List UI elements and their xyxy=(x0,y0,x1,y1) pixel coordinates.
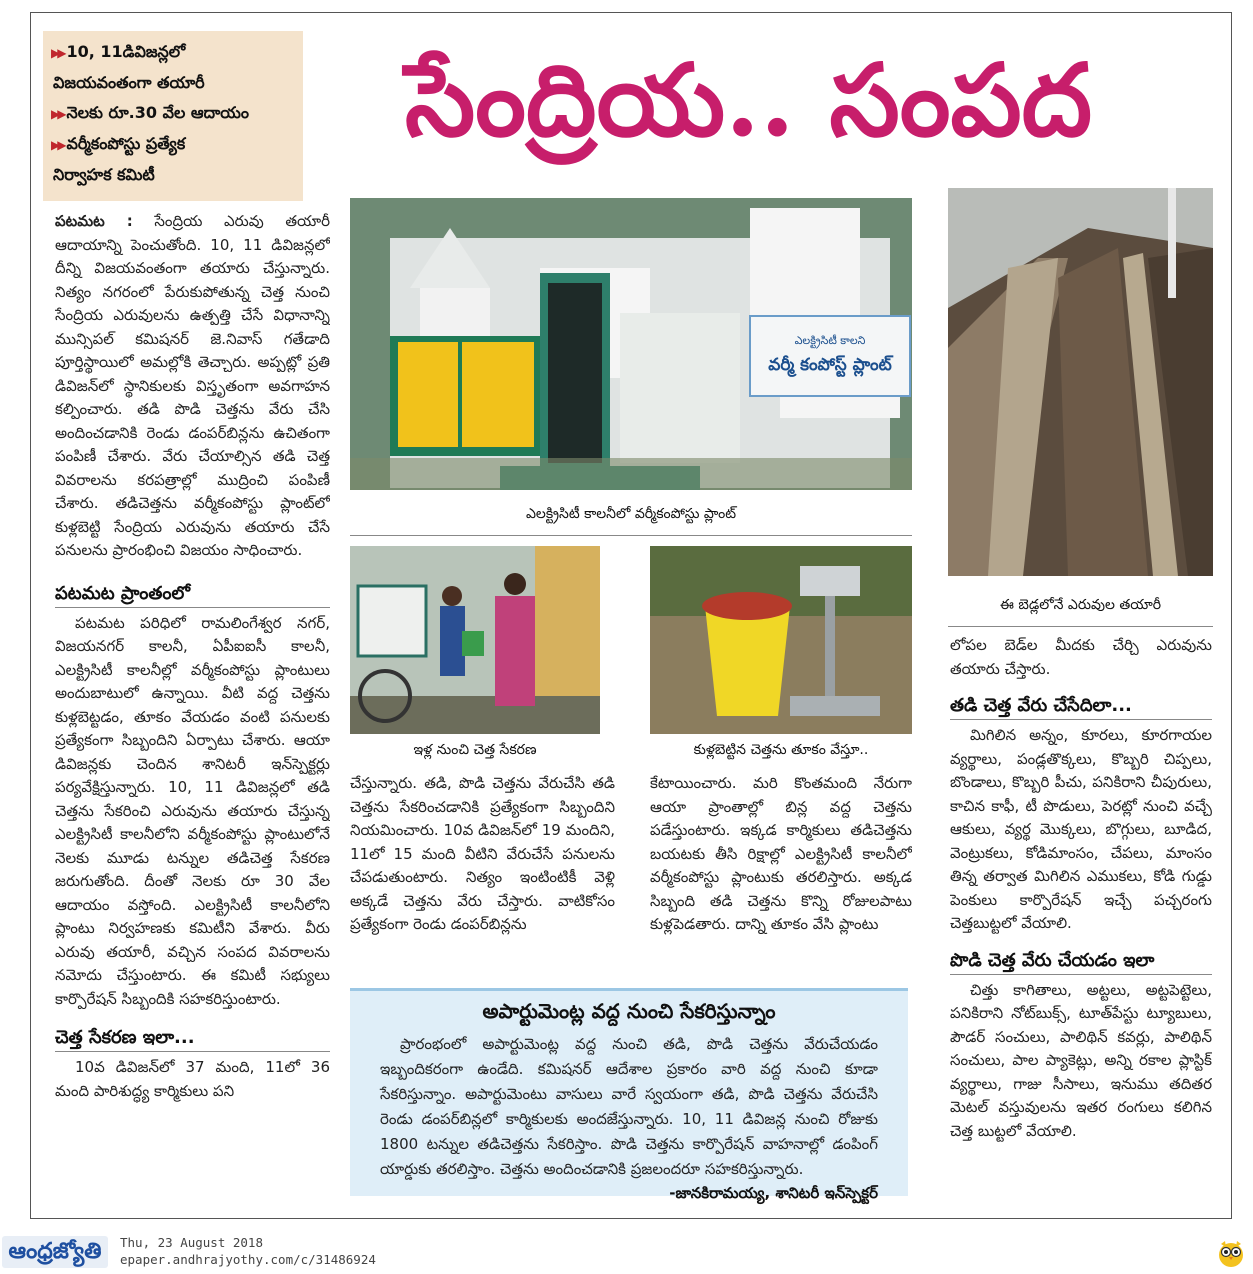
quote-box-title: అపార్టుమెంట్ల వద్ద నుంచి సేకరిస్తున్నాం xyxy=(482,999,776,1023)
photo-garbage-collection xyxy=(350,546,600,734)
quote-box-body: ప్రారంభంలో అపార్టుమెంట్ల వద్ద నుంచి తడి, పొడి చెత్తను వేరుచేయడం ఇబ్బందికరంగా ఉండేది. కమిషనర్ ఆదేశాల ప్రకారం వారి వద్ద నుంచి కూడా సేకరిస్తున్నాం. అపార్టుమెంటు వాసులు వారే స్వయంగా తడి, పొడి చెత్తను వేరుచేసి రెండు డంపర్‌బిన్లలో కార్మికులకు అందజేస్తున్నారు. 10, 11 డివిజన్ల నుంచి రోజుకు 1800 టన్నుల తడిచెత్తను సేకరిస్తాం. పొడి చెత్తను కార్పొరేషన్ వాహనాల్లో డంపింగ్ యార్డుకు తరలిస్తాం. చెత్తను అందించడానికి ప్రజలందరూ సహకరిస్తున్నారు. xyxy=(380,1035,878,1178)
double-arrow-icon: ▶▶ xyxy=(51,138,64,152)
subhead-collection: చెత్త సేకరణ ఇలా... xyxy=(55,1027,195,1048)
andhrajyothy-logo[interactable]: ఆంధ్రజ్యోతి xyxy=(2,1236,108,1268)
quote-box xyxy=(350,988,908,1202)
publication-date: Thu, 23 August 2018 xyxy=(120,1235,263,1250)
subhead-dry-waste: పొడి చెత్త వేరు చేయడం ఇలా xyxy=(950,949,1155,971)
highlight-line: ▶▶ 10, 11డివిజన్లలో xyxy=(51,42,186,61)
paragraph-dry-waste: చిత్తు కాగితాలు, అట్టలు, అట్టపెట్టెలు, పనికిరాని నోట్‌బుక్స్, టూత్‌పేస్టు ట్యూబులు, పౌడర్ సంచులు, పాలిథిన్ కవర్లు, పాలిథిన్ సంచులు, పాల ప్యాకెట్లు, అన్ని రకాల ప్లాస్టిక్ వ్యర్థాలు, గాజు సీసాలు, ఇనుము తదితర మెటల్ వస్తువులను ఇతర రంగులు కలిగిన చెత్త బుట్టలో వేయాలి. xyxy=(950,980,1212,1140)
epaper-url[interactable]: epaper.andhrajyothy.com/c/31486924 xyxy=(120,1252,376,1267)
quote-signature: -జానకిరామయ్య, శానిటరీ ఇన్‌స్పెక్టర్ xyxy=(669,1184,878,1202)
headline: సేంద్రియ.. సంపద xyxy=(405,41,1093,159)
paragraph-wet-waste: మిగిలిన అన్నం, కూరలు, కూరగాయల వ్యర్థాలు, పండ్లతొక్కలు, కొబ్బరి చిప్పలు, బొండాలు, కొబ్బరి పీచు, పనికిరాని చీపురులు, కాచిన కాఫీ, టీ పొడులు, పెరట్లో నుంచి వచ్చే ఆకులు, వ్యర్థ మొక్కలు, బొగ్గులు, బూడిద, వెంట్రుకలు, కోడిమాంసం, చేపలు, మాంసం తిన్న తర్వాత మిగిలిన ఎముకలు, కోడి గుడ్డు పెంకులు కార్పొరేషన్ ఇచ్చే పచ్చరంగు చెత్తబుట్టలో వేయాలి. xyxy=(950,726,1212,932)
double-arrow-icon: ▶▶ xyxy=(51,107,64,121)
sign-text-line1: ఎలక్ట్రిసిటీ కాలని xyxy=(794,334,866,347)
divider xyxy=(55,607,330,608)
article-column-1 xyxy=(55,210,330,1195)
highlight-line: విజయవంతంగా తయారీ xyxy=(53,73,205,92)
owl-icon[interactable] xyxy=(1216,1238,1246,1268)
paragraph-beds: లోపల బెడ్‌ల మీదకు చేర్చి ఎరువును తయారు చేస్తారు. xyxy=(950,636,1212,678)
highlight-line: ▶▶ నెలకు రూ.30 వేల ఆదాయం xyxy=(51,103,249,122)
caption-collection: ఇళ్ల నుంచి చెత్త సేకరణ xyxy=(413,742,537,758)
divider xyxy=(350,535,912,536)
footer-meta xyxy=(120,1234,376,1268)
photo-compost-plant xyxy=(350,198,912,490)
divider xyxy=(948,626,1213,627)
compost-plant-image xyxy=(350,198,912,490)
dateline: పటమట : xyxy=(55,212,133,230)
caption-weighing: కుళ్లబెట్టిన చెత్తను తూకం వేస్తూ.. xyxy=(693,742,869,758)
article-column-4 xyxy=(950,634,1212,1194)
paragraph-collection: 10వ డివిజన్‌లో 37 మంది, 11లో 36 మంది పారిశుద్ధ్య కార్మికులు పని xyxy=(55,1058,330,1100)
sign-text-line2: వర్మీ కంపోస్ట్ ప్లాంట్ xyxy=(768,355,892,375)
highlights-box xyxy=(43,31,303,201)
article-column-3: కేటాయించారు. మరి కొంతమంది నేరుగా ఆయా ప్రాంతాల్లో బిన్ల వద్ద చెత్తను పడేస్తుంటారు. ఇక్కడ కార్మికులు తడిచెత్తను బయటకు తీసి రిక్షాల్లో ఎలక్ట్రిసిటీ కాలనీలో వర్మీకంపోస్టు ప్లాంటుకు తరలిస్తారు. అక్కడ సిబ్బంది తడి చెత్తను కొన్ని రోజులపాటు కుళ్లపెడతారు. దాన్ని తూకం వేసి ప్లాంటు xyxy=(650,774,912,933)
weighing-image xyxy=(650,546,912,734)
double-arrow-icon: ▶▶ xyxy=(51,46,64,60)
compost-beds-image xyxy=(948,188,1213,576)
footer xyxy=(0,1228,1253,1274)
garbage-collection-image xyxy=(350,546,600,734)
caption-beds: ఈ బెడ్లలోనే ఎరువుల తయారీ xyxy=(999,597,1162,613)
divider xyxy=(55,1051,330,1052)
photo-weighing xyxy=(650,546,912,734)
subhead-patamata: పటమట ప్రాంతంలో xyxy=(55,582,191,604)
caption-plant: ఎలక్ట్రిసిటీ కాలనీలో వర్మీకంపోస్టు ప్లాంట్ xyxy=(525,506,737,522)
subhead-wet-waste: తడి చెత్త వేరు చేసేదిలా... xyxy=(950,695,1132,716)
paragraph-patamata: పటమట పరిధిలో రామలింగేశ్వర నగర్, విజయనగర్ కాలనీ, ఏపీఐఐసీ కాలనీ, ఎలక్ట్రిసిటీ కాలనీల్లో వర్మీకంపోస్టు ప్లాంటులు అందుబాటులో ఉన్నాయి. వీటి వద్ద చెత్తను కుళ్లబెట్టడం, తూకం వేయడం వంటి పనులకు ప్రత్యేకంగా సిబ్బందిని ఏర్పాటు చేశారు. ఆయా డివిజన్లకు చెందిన శానిటరీ ఇన్‌స్పెక్టర్లు పర్యవేక్షిస్తున్నారు. 10, 11 డివిజన్లలో తడి చెత్తను సేకరించి ఎరువును తయారు చేస్తున్న ఎలక్ట్రిసిటీ కాలనీలోని వర్మీకంపోస్టు ప్లాంటులోనే నెలకు మూడు టన్నుల తడిచెత్త సేకరణ జరుగుతోంది. దీంతో నెలకు రూ 30 వేల ఆదాయం వస్తోంది. ఎలక్ట్రిసిటీ కాలనీలోని ప్లాంటు నిర్వహణకు కమిటీని వేశారు. వీరు ఎరువు తయారీ, వచ్చిన సంపద వివరాలను నమోదు చేస్తుంటారు. ఈ కమిటీ సభ్యులు కార్పొరేషన్ సిబ్బందికి సహకరిస్తుంటారు. xyxy=(55,613,330,1008)
divider xyxy=(950,974,1212,975)
photo-compost-beds xyxy=(948,188,1213,576)
intro-paragraph: పటమట : సేంద్రియ ఎరువు తయారీ ఆదాయాన్ని పెంచుతోంది. 10, 11 డివిజన్లలో దీన్ని విజయవంతంగా తయారు చేస్తున్నారు. నిత్యం నగరంలో పేరుకుపోతున్న చెత్త నుంచి సేంద్రియ ఎరువులను ఉత్పత్తి చేసే విధానాన్ని మున్సిపల్ కమిషనర్ జె.నివాస్ గతేడాది పూర్తిస్థాయిలో అమల్లోకి తెచ్చారు. అప్పట్లో ప్రతి డివిజన్‌లో స్థానికులకు విస్తృతంగా అవగాహన కల్పించారు. తడి పొడి చెత్తను వేరు చేసి అందించడానికి రెండు డంపర్‌బిన్లను ఉచితంగా పంపిణీ చేశారు. వేరు చేయాల్సిన తడి చెత్త వివరాలను కరపత్రాల్లో ముద్రించి పంపిణీ చేశారు. తడిచెత్తను వర్మీకంపోస్టు ప్లాంట్‌లో కుళ్లబెట్టి సేంద్రియ ఎరువును తయారు చేసే పనులను ప్రారంభించి విజయం సాధించారు. xyxy=(55,212,330,559)
highlight-line: ▶▶ వర్మీకంపోస్టు ప్రత్యేక xyxy=(51,134,186,153)
article-column-2: చేస్తున్నారు. తడి, పొడి చెత్తను వేరుచేసి తడి చెత్తను సేకరించడానికి ప్రత్యేకంగా సిబ్బందిని నియమించారు. 10వ డివిజన్‌లో 19 మందిని, 11లో 15 మంది వీటిని వేరుచేసే పనులను చేపడుతుంటారు. నిత్యం ఇంటింటికీ వెళ్లి అక్కడే చెత్తను వేరు చేస్తారు. వాటికోసం ప్రత్యేకంగా రెండు డంపర్‌బిన్లను xyxy=(350,774,615,933)
divider xyxy=(950,719,1212,720)
highlight-line: నిర్వాహక కమిటీ xyxy=(53,165,155,184)
